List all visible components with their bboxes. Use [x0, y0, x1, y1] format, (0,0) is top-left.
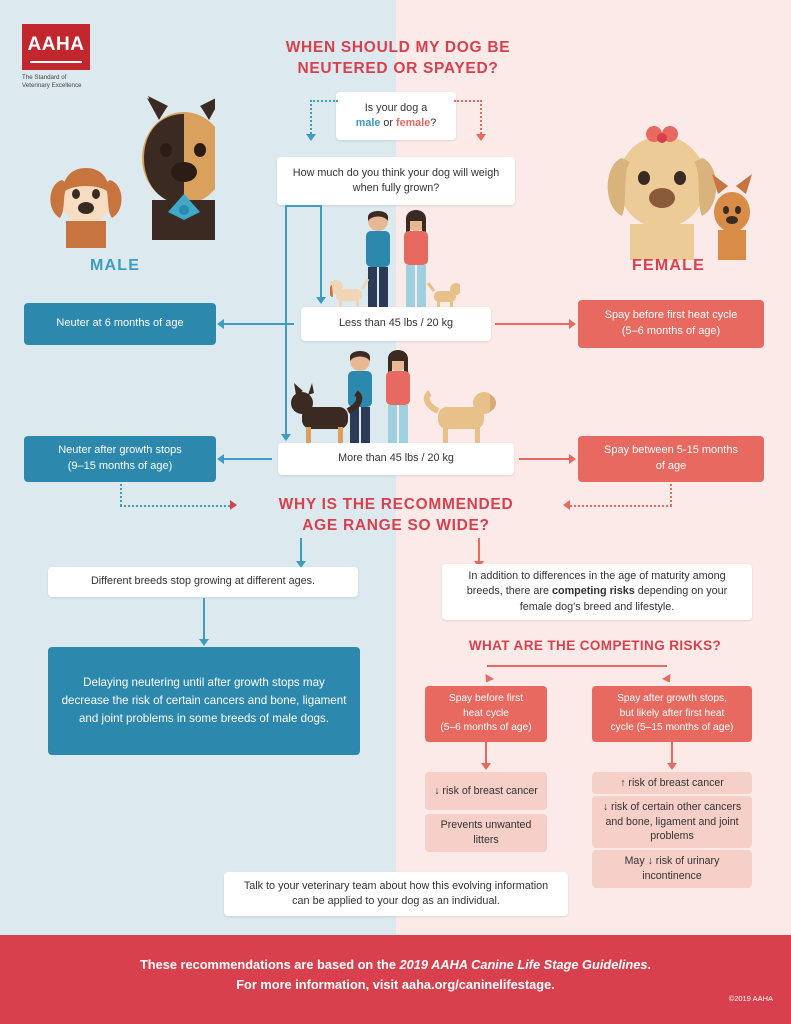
question-sex-male: male [355, 117, 381, 129]
arrow-q1-male [306, 134, 316, 141]
recommendation-male-small [24, 303, 216, 345]
people-small-dogs-illustration [330, 205, 460, 315]
connector-weight-more-h [285, 205, 321, 207]
column-label-female: FEMALE [632, 257, 705, 274]
arrow-weight-more [281, 434, 291, 441]
question-sex-box [336, 92, 456, 140]
footer-line2-part1: For more information, visit [236, 977, 402, 993]
connector-q1-male-v [310, 100, 312, 134]
risk-option-a-outcome-0 [425, 772, 547, 810]
connector-why-female-down [478, 538, 480, 562]
arrow-male-to-why [230, 500, 237, 510]
recommendation-male-large-line1: Neuter after growth stops [58, 444, 182, 457]
connector-less-to-male [224, 323, 294, 325]
copyright-text: ©2019 AAHA [728, 994, 773, 1003]
page-title-line1: WHEN SHOULD MY DOG BE [285, 39, 511, 56]
arrow-more-to-male [217, 454, 224, 464]
arrow-more-to-female [569, 454, 576, 464]
connector-less-to-female [495, 323, 569, 325]
page-title [200, 38, 596, 80]
connector-more-to-male [224, 458, 272, 460]
risk-option-a-title [425, 686, 547, 742]
risk-option-b-line3: cycle (5–15 months of age) [610, 722, 734, 734]
arrow-q1-female [476, 134, 486, 141]
recommendation-male-large-line2: (9–15 months of age) [67, 460, 173, 472]
why-heading-line2: AGE RANGE SO WIDE? [302, 516, 490, 534]
arrow-option-a-down [481, 763, 491, 770]
footer-line1-part1: These recommendations are based on the [139, 957, 400, 972]
risk-option-a-line3: (5–6 months of age) [440, 722, 532, 734]
risk-option-b-outcome-0-text: ↑ risk of breast cancer [620, 776, 724, 789]
recommendation-female-large-line2: of age [655, 460, 687, 472]
risk-option-b-outcome-1 [592, 796, 752, 848]
risk-option-b-outcome-0 [592, 772, 752, 794]
weight-less-text: Less than 45 lbs / 20 kg [338, 317, 454, 330]
arrow-less-to-male [217, 319, 224, 329]
why-heading-line1: WHY IS THE RECOMMENDED [278, 496, 514, 513]
why-female-reason-part2: depending on your female dog's breed and lifestyle. [519, 585, 728, 613]
question-weight-box [277, 157, 515, 205]
why-male-reason-box [48, 567, 358, 597]
connector-male-to-why-h [120, 505, 230, 507]
risk-option-a-line1: Spay before first [448, 692, 524, 704]
recommendation-male-large [24, 436, 216, 482]
footer-line2-part2: . [551, 977, 555, 993]
connector-why-male-down [300, 538, 302, 562]
people-large-dogs-illustration [290, 345, 505, 455]
connector-more-to-female [519, 458, 569, 460]
closing-note-box [224, 872, 568, 916]
why-female-reason-bold: competing risks [551, 585, 635, 598]
connector-q1-male-h [310, 100, 338, 102]
connector-option-b-down [671, 742, 673, 764]
weight-more-text: More than 45 lbs / 20 kg [338, 452, 454, 465]
footer-line1 [0, 955, 791, 975]
connector-male-to-why-v [120, 484, 122, 506]
connector-female-to-why-v [670, 484, 672, 506]
recommendation-female-small [578, 300, 764, 348]
why-heading [198, 495, 594, 537]
aaha-logo-text: AAHA [27, 34, 85, 55]
question-sex-or: or [383, 117, 393, 129]
recommendation-female-small-line2: (5–6 months of age) [621, 325, 721, 337]
question-weight-text: How much do you think your dog will weigh when fully grown? [292, 166, 500, 194]
footer-line1-part2: . [647, 957, 652, 972]
connector-q1-female-v [480, 100, 482, 134]
why-male-detail-text: Delaying neutering until after growth stops may decrease the risk of certain cancers and bone, ligament and joint problems in some breeds of male dogs. [61, 676, 347, 725]
arrow-weight-less [316, 297, 326, 304]
why-female-reason-part1: In addition to differences in the age of maturity among breeds, there are [466, 570, 726, 598]
closing-note-text: Talk to your veterinary team about how this evolving information can be applied to your dog as an individual. [243, 879, 549, 907]
arrow-option-b-down [667, 763, 677, 770]
recommendation-male-small-text: Neuter at 6 months of age [56, 317, 184, 330]
page-title-line2: NEUTERED OR SPAYED? [297, 59, 499, 77]
footer-link[interactable]: aaha.org/caninelifestage [401, 977, 552, 993]
risk-option-b-outcome-1-text: ↓ risk of certain other cancers and bone, ligament and joint problems [602, 800, 742, 843]
risk-option-b-outcome-2 [592, 850, 752, 888]
connector-female-to-why-h [570, 505, 672, 507]
risk-option-a-outcome-0-text: ↓ risk of breast cancer [434, 784, 538, 797]
question-sex-suffix: ? [430, 117, 437, 129]
risk-option-a-outcome-1 [425, 814, 547, 852]
male-dogs-illustration [40, 88, 215, 248]
connector-why-male-detail [203, 598, 205, 640]
aaha-logo-tagline: The Standard of Veterinary Excellence [22, 74, 82, 90]
logo-underline [30, 61, 82, 63]
connector-option-a-down [485, 742, 487, 764]
footer-line2 [0, 975, 791, 995]
risk-option-b-line2: but likely after first heat [619, 707, 725, 719]
question-sex-prefix: Is your dog a [364, 101, 428, 114]
recommendation-female-small-line1: Spay before first heat cycle [604, 309, 738, 322]
risk-option-b-title [592, 686, 752, 742]
weight-less-box [301, 307, 491, 341]
footer-guidelines-title: 2019 AAHA Canine Life Stage Guidelines [399, 957, 648, 972]
why-male-detail-box [48, 647, 360, 755]
risk-option-b-line1: Spay after growth stops, [617, 692, 727, 704]
connector-q1-female-h [454, 100, 482, 102]
question-sex-female: female [395, 117, 431, 129]
recommendation-female-large [578, 436, 764, 482]
why-male-reason-text: Different breeds stop growing at different ages. [90, 575, 316, 588]
weight-more-box [278, 443, 514, 475]
footer-text [0, 955, 791, 996]
arrow-why-male-detail [199, 639, 209, 646]
risk-option-b-outcome-2-text: May ↓ risk of urinary incontinence [624, 855, 720, 882]
risk-option-a-outcome-1-text: Prevents unwanted litters [440, 819, 532, 846]
arrow-less-to-female [569, 319, 576, 329]
connector-weight-less [320, 205, 322, 297]
recommendation-female-large-line1: Spay between 5-15 months [604, 444, 738, 457]
risk-option-a-line2: heat cycle [463, 707, 509, 719]
connector-risks-split [487, 665, 667, 667]
female-dogs-illustration [600, 120, 760, 260]
connector-weight-more [285, 205, 287, 435]
arrow-female-to-why [563, 500, 570, 510]
competing-risks-heading: WHAT ARE THE COMPETING RISKS? [468, 638, 722, 653]
why-female-reason-box [442, 564, 752, 620]
column-label-male: MALE [90, 257, 141, 274]
aaha-logo-mark [22, 24, 90, 70]
aaha-logo [22, 24, 102, 91]
